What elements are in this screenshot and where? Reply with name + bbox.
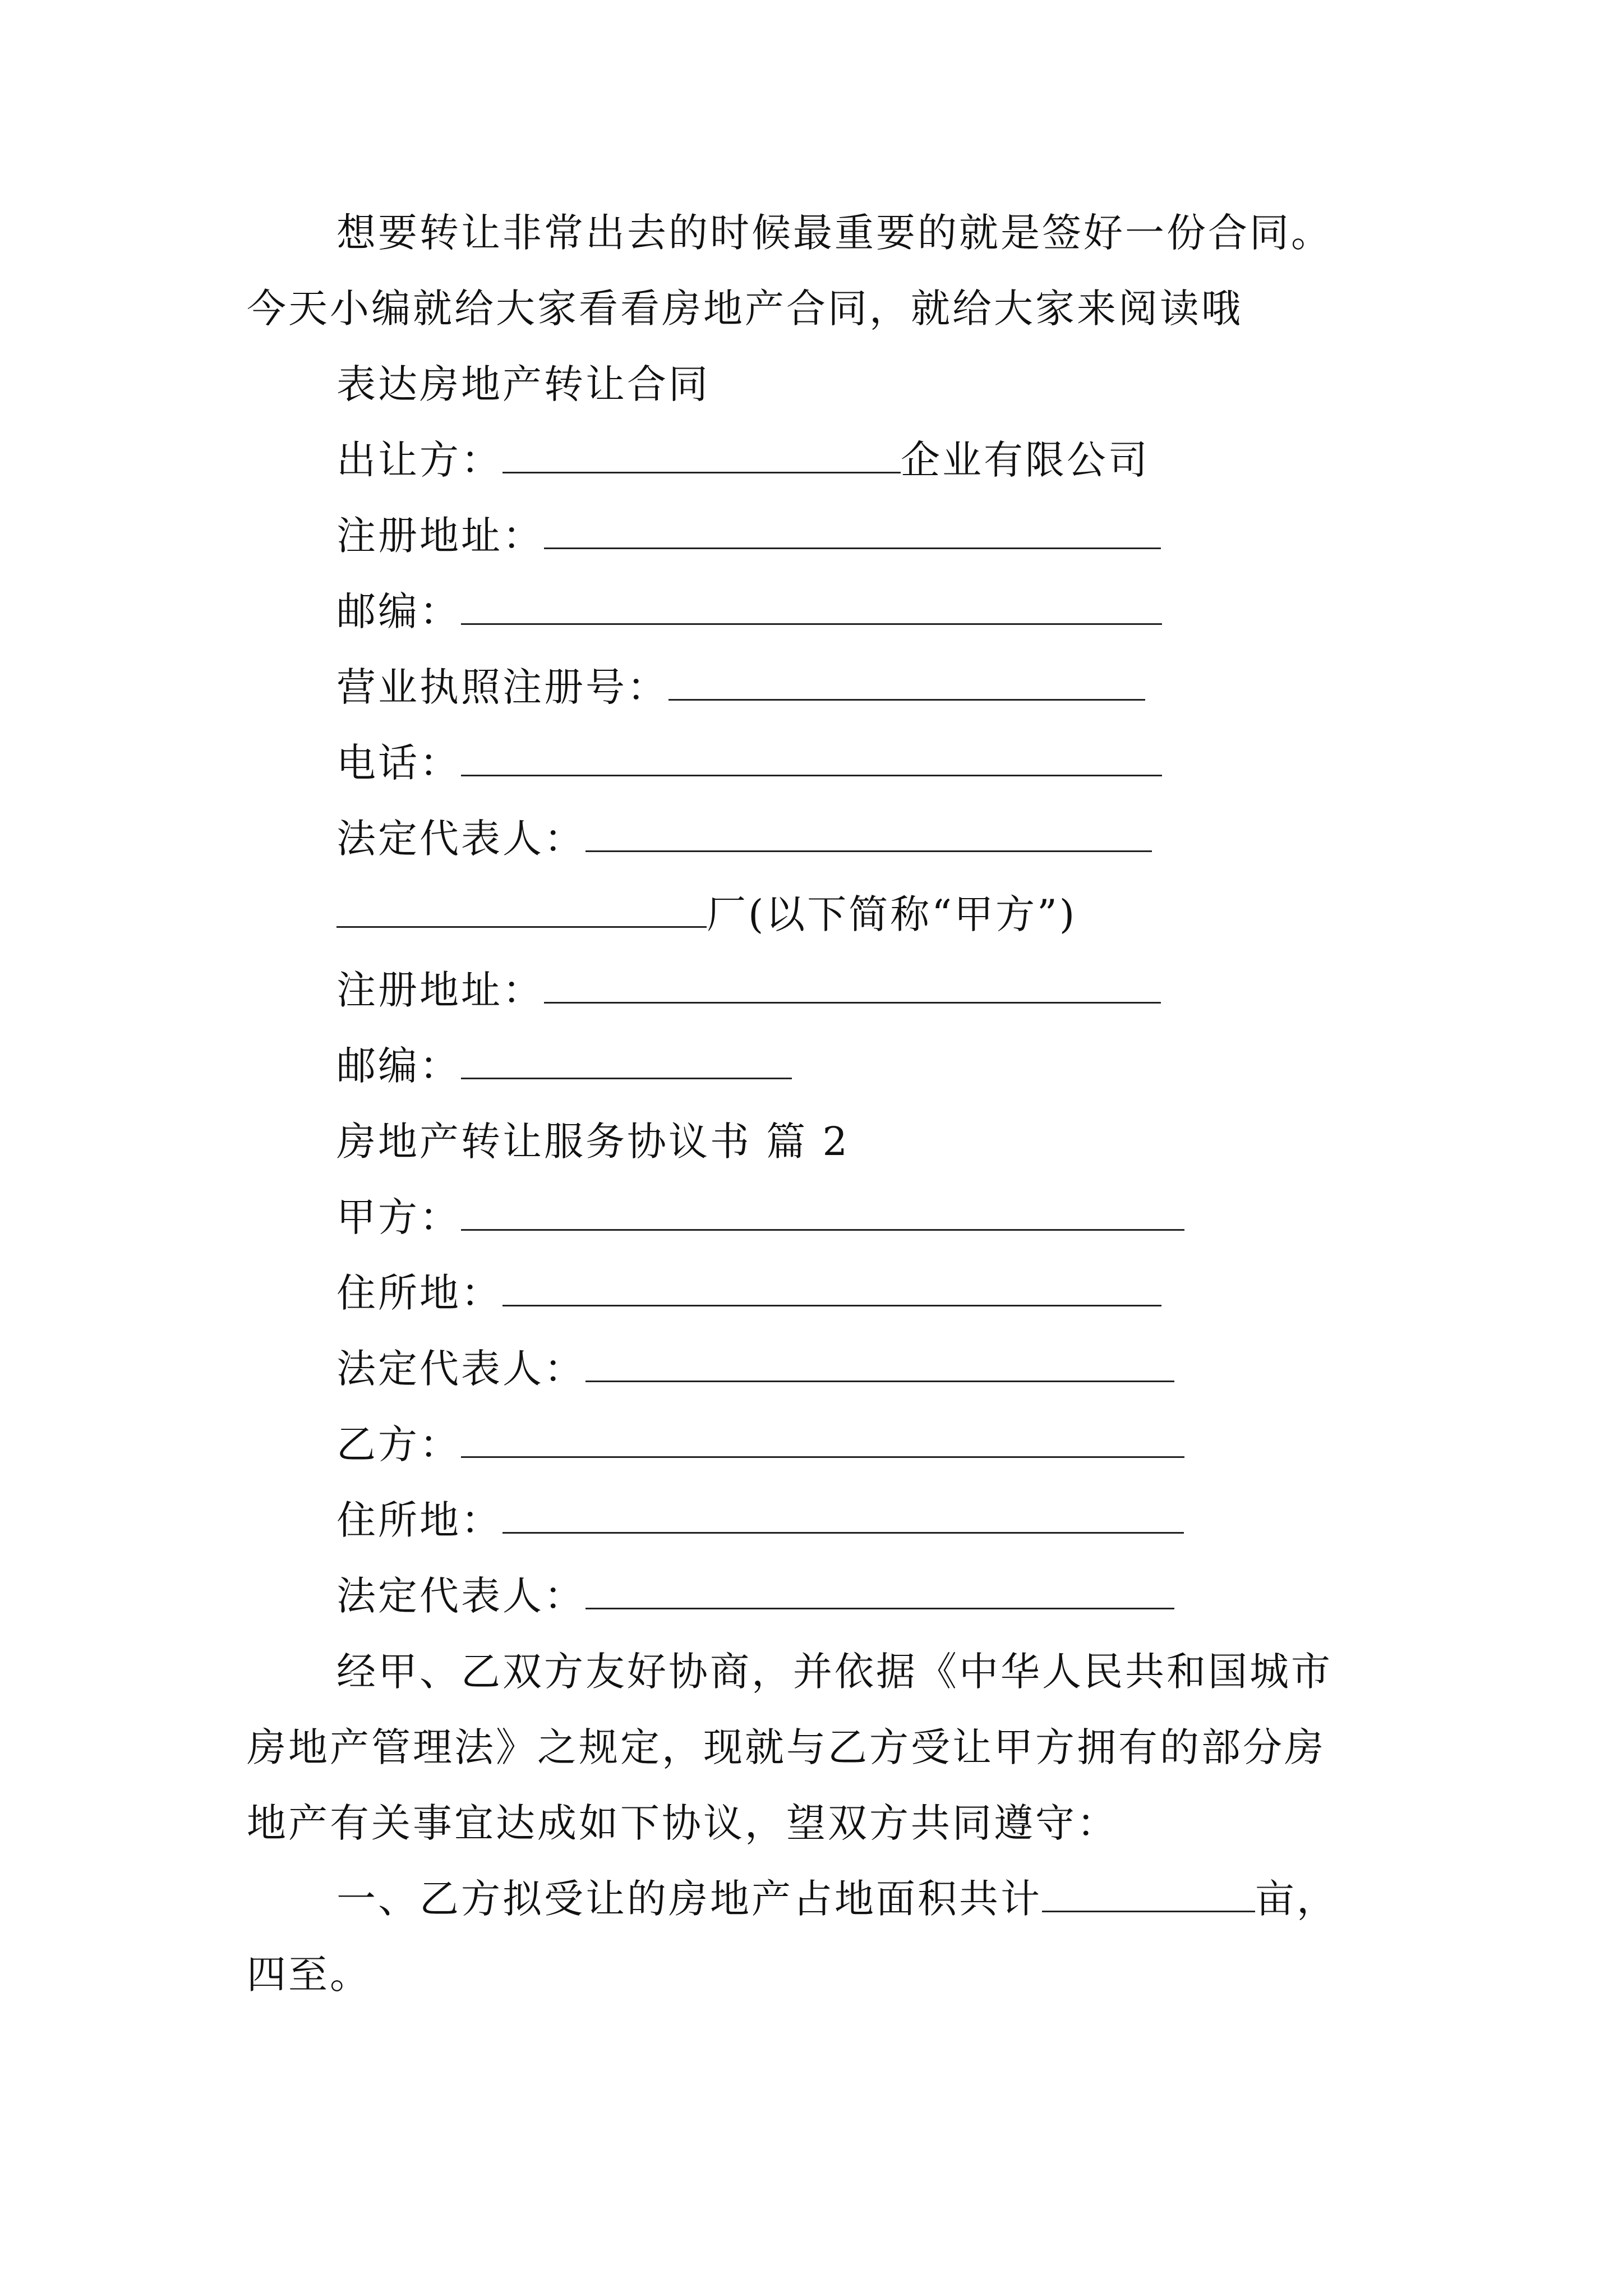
legal-rep-row bbox=[336, 813, 1152, 864]
clause1-prefix: 一、乙方拟受让的房地产占地面积共计 bbox=[336, 1876, 1042, 1922]
postcode-label: 邮编： bbox=[336, 588, 461, 634]
party-a-row bbox=[336, 1192, 1184, 1243]
phone-row bbox=[336, 738, 1162, 788]
postcode-blank[interactable] bbox=[461, 590, 1162, 625]
transferor-blank[interactable] bbox=[502, 438, 901, 473]
residence-b-label: 住所地： bbox=[336, 1497, 502, 1543]
residence-b-row bbox=[336, 1495, 1184, 1545]
factory-blank[interactable] bbox=[336, 892, 707, 928]
preamble-line-3: 地产有关事宜达成如下协议，望双方共同遵守： bbox=[247, 1800, 1118, 1846]
license-blank[interactable] bbox=[668, 665, 1145, 701]
transferor-row bbox=[336, 435, 1150, 485]
residence-a-row bbox=[336, 1268, 1161, 1318]
preamble-line-1: 经甲、乙双方友好协商，并依据《中华人民共和国城市 bbox=[336, 1649, 1332, 1695]
transferor-label: 出让方： bbox=[336, 437, 502, 483]
factory-row bbox=[336, 889, 1077, 940]
party-a-label: 甲方： bbox=[336, 1194, 461, 1240]
legal-rep-b-label: 法定代表人： bbox=[336, 1573, 585, 1619]
preamble-line-2: 房地产管理法》之规定，现就与乙方受让甲方拥有的部分房 bbox=[247, 1724, 1326, 1770]
residence-a-blank[interactable] bbox=[502, 1271, 1161, 1306]
clause1-suffix: 亩， bbox=[1255, 1876, 1338, 1922]
license-label: 营业执照注册号： bbox=[336, 664, 668, 710]
intro-line-1: 想要转让非常出去的时候最重要的就是签好一份合同。 bbox=[336, 210, 1332, 256]
clause1-line-1 bbox=[336, 1874, 1338, 1924]
legal-rep-blank[interactable] bbox=[585, 817, 1152, 852]
legal-rep-b-blank[interactable] bbox=[585, 1574, 1174, 1609]
reg-address-label: 注册地址： bbox=[336, 513, 544, 559]
contract1-title: 表达房地产转让合同 bbox=[336, 361, 710, 407]
legal-rep-a-label: 法定代表人： bbox=[336, 1346, 585, 1392]
intro-line-2: 今天小编就给大家看看房地产合同，就给大家来阅读哦 bbox=[247, 286, 1243, 332]
reg-address-blank[interactable] bbox=[544, 514, 1161, 549]
factory-suffix: 厂(以下简称“甲方”) bbox=[707, 891, 1077, 937]
residence-a-label: 住所地： bbox=[336, 1270, 502, 1316]
reg-address2-row bbox=[336, 965, 1161, 1015]
clause1-line-2: 四至。 bbox=[247, 1952, 371, 1998]
area-blank[interactable] bbox=[1042, 1877, 1255, 1912]
party-b-blank[interactable] bbox=[461, 1423, 1184, 1458]
residence-b-blank[interactable] bbox=[502, 1498, 1184, 1534]
transferor-suffix: 企业有限公司 bbox=[901, 437, 1150, 483]
party-a-blank[interactable] bbox=[461, 1195, 1184, 1231]
postcode2-blank[interactable] bbox=[461, 1044, 792, 1079]
phone-label: 电话： bbox=[336, 740, 461, 786]
postcode2-label: 邮编： bbox=[336, 1043, 461, 1089]
legal-rep-a-row bbox=[336, 1343, 1174, 1394]
legal-rep-a-blank[interactable] bbox=[585, 1347, 1174, 1382]
contract2-title: 房地产转让服务协议书 篇 2 bbox=[336, 1119, 850, 1165]
postcode-row bbox=[336, 586, 1162, 637]
legal-rep-b-row bbox=[336, 1571, 1174, 1621]
reg-address-row bbox=[336, 510, 1161, 561]
legal-rep-label: 法定代表人： bbox=[336, 816, 585, 862]
postcode2-row bbox=[336, 1041, 792, 1091]
reg-address2-label: 注册地址： bbox=[336, 967, 544, 1013]
party-b-label: 乙方： bbox=[336, 1421, 461, 1467]
reg-address2-blank[interactable] bbox=[544, 968, 1161, 1004]
phone-blank[interactable] bbox=[461, 741, 1162, 776]
party-b-row bbox=[336, 1419, 1184, 1470]
license-row bbox=[336, 662, 1145, 712]
